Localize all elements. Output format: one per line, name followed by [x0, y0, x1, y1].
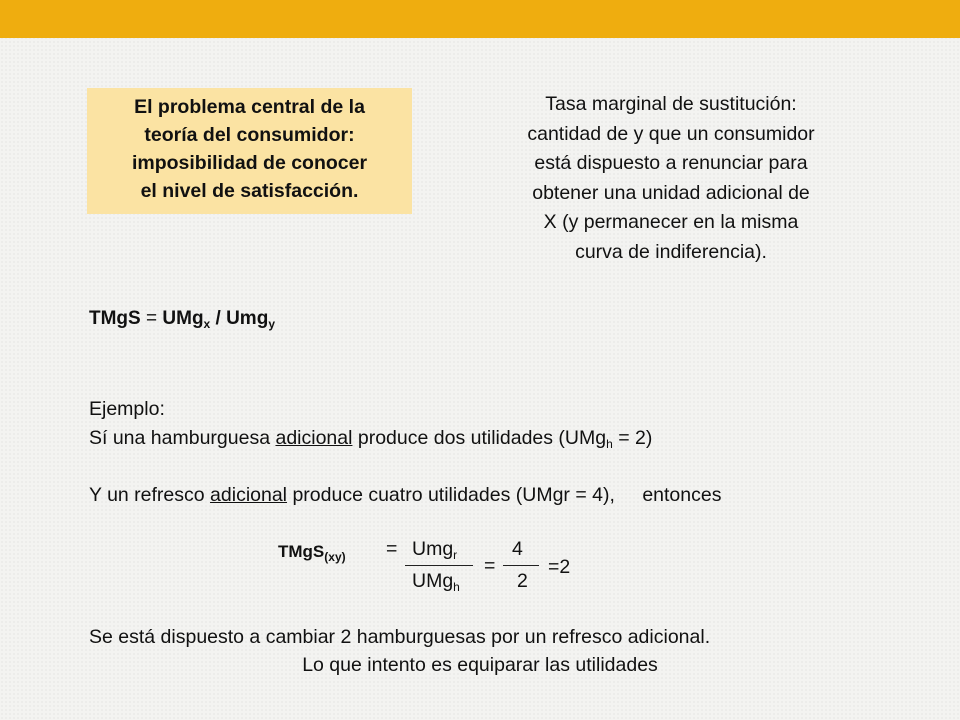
callout-line: imposibilidad de conocer [131, 152, 368, 174]
example-line-2 [89, 484, 721, 507]
calc-lhs-sub: (xy) [324, 550, 346, 564]
calc-numerator-sub: r [453, 548, 458, 562]
calc-denominator [412, 570, 460, 593]
example-line-1-underlined: adicional [275, 427, 353, 449]
calc-equals-2: = [484, 555, 496, 577]
conclusion-line-2: Lo que intento es equiparar las utilidades [302, 654, 658, 676]
calc-lhs-text: TMgS [278, 542, 325, 561]
example-line-2-tail: entonces [642, 484, 722, 506]
calc-lhs [278, 542, 346, 562]
example-line-1-tail: = 2) [618, 427, 653, 449]
definition-line: X (y permanecer en la misma [543, 211, 799, 233]
example-heading: Ejemplo: [89, 398, 165, 420]
example-line-1-post: produce dos utilidades (UMg [357, 427, 607, 449]
formula-denominator-sub: y [268, 317, 275, 331]
example-line-2-underlined: adicional [210, 484, 288, 506]
tmgs-formula [89, 308, 275, 330]
example-line-1 [89, 427, 652, 450]
calc-denominator-2: 2 [517, 570, 528, 592]
callout-line: El problema central de la [134, 96, 365, 118]
calc-numerator-text: Umg [412, 538, 454, 560]
callout-box [87, 88, 412, 214]
calc-result: =2 [548, 556, 571, 578]
example-line-1-sub: h [606, 437, 613, 451]
callout-line: el nivel de satisfacción. [140, 180, 359, 202]
callout-line: teoría del consumidor: [144, 124, 355, 146]
calc-numerator [412, 538, 457, 561]
conclusion-line-1: Se está dispuesto a cambiar 2 hamburguesas por un refresco adicional. [89, 626, 711, 648]
calc-denominator-text: UMg [412, 570, 454, 592]
top-accent-bar [0, 0, 960, 38]
formula-slash: / [215, 308, 221, 329]
calc-equals-1: = [386, 538, 398, 560]
definition-line: cantidad de y que un consumidor [527, 122, 815, 145]
example-line-2-post: produce cuatro utilidades (UMgr = 4), [292, 484, 615, 506]
formula-equals: = [146, 308, 158, 329]
calc-fraction-line-1 [405, 565, 473, 566]
definition-text [490, 90, 852, 267]
formula-denominator: Umg [226, 308, 269, 329]
formula-lhs: TMgS [89, 308, 141, 329]
formula-numerator-sub: x [203, 317, 211, 331]
definition-line: está dispuesto a renunciar para [534, 152, 808, 174]
definition-line: obtener una unidad adicional de [532, 181, 810, 204]
definition-line: curva de indiferencia). [575, 240, 767, 263]
calc-fraction-line-2 [503, 565, 539, 566]
calc-denominator-sub: h [453, 580, 460, 594]
definition-line: Tasa marginal de sustitución: [545, 93, 797, 115]
calc-numerator-2: 4 [512, 538, 523, 560]
formula-numerator: UMg [162, 308, 204, 329]
example-line-1-pre: Sí una hamburguesa [89, 427, 271, 449]
example-line-2-pre: Y un refresco [89, 484, 205, 506]
